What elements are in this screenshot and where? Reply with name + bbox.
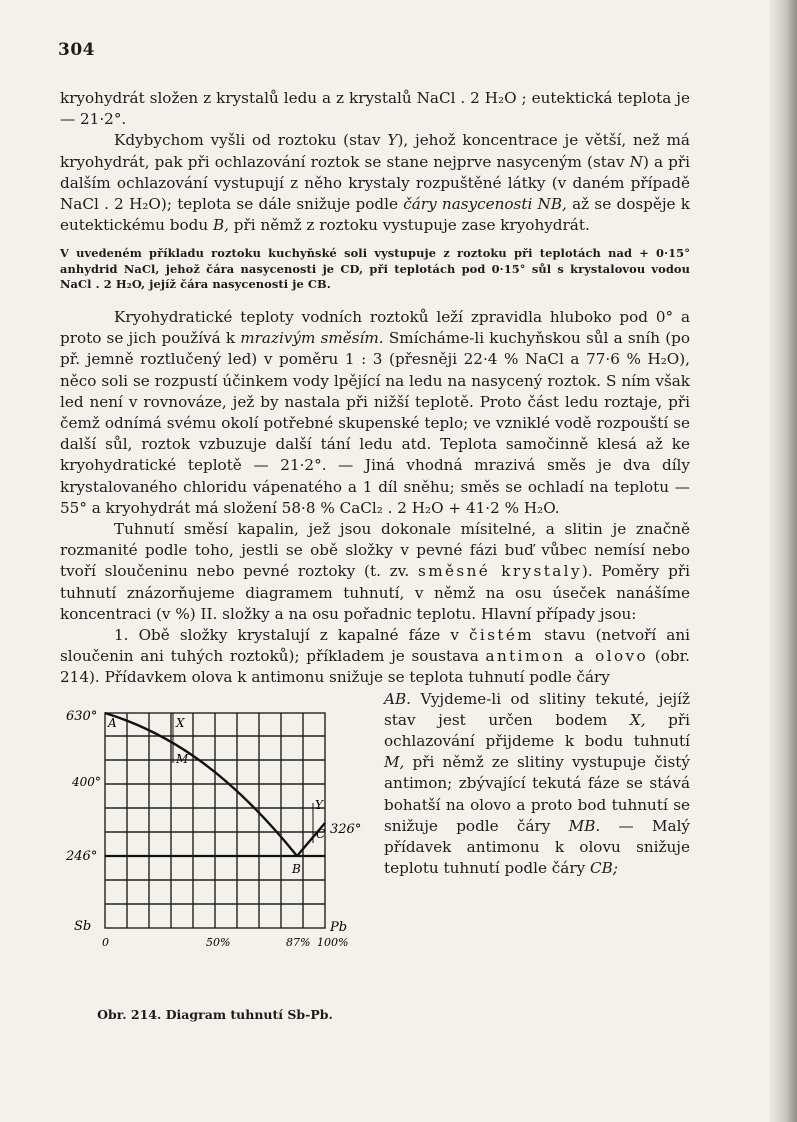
y-label-sb: Sb xyxy=(74,918,92,934)
point-label-m: M xyxy=(176,751,189,766)
point-label-a: A xyxy=(108,715,117,730)
y-label-246: 246° xyxy=(66,848,98,864)
paragraph-1: kryohydrát složen z krystalů ledu a z krystalů NaCl . 2 H₂O ; eutektická teplota je — 21·2°. xyxy=(60,89,690,129)
paragraph-3: Kryohydratické teploty vodních roztoků leží zpravidla hluboko pod 0° a proto se jich používá k mrazivým směsím. Smícháme-li kuchyňskou sůl a sníh (po př. jemně roztlučený led) v poměru 1 : 3 (přesněji 22·4 % NaCl a 77·6 % H₂O), něco soli se rozpustí účinkem vody lpějící na ledu na nasycený roztok. S ním však led není v rovnováze, jež by nastala při nižší teplotě. Proto část ledu roztaje, při čemž odnímá svému okolí potřebné skupenské teplo; ve vzniklé vodě rozpouští se další sůl, roztok vzbuzuje další tání ledu atd. Teplota samočinně klesá až ke kryohydratické teplotě — 21·2°. — Jiná vhodná mrazivá směs je dva díly krystalovaného chloridu vápenatého a 1 díl sněhu; směs se ochladí na teplotu — 55° a kryohydrát má složení 58·8 % CaCl₂ . 2 H₂O + 41·2 % H₂O. xyxy=(60,307,690,517)
page-edge-shadow xyxy=(769,0,797,1122)
y-label-400: 400° xyxy=(72,774,101,789)
page-body xyxy=(60,88,690,1028)
point-label-c: C xyxy=(316,826,326,841)
point-label-b: B xyxy=(292,861,301,876)
paragraph-5-list-item-1: 1. Obě složky krystalují z kapalné fáze v čistém stavu (netvoří ani sloučenin ani tuhých roztoků); příkladem je soustava antimon a olovo (obr. 214). Přídavkem olova k antimonu snižuje se teplota tuhnutí podle čáry xyxy=(60,625,690,687)
y-label-630: 630° xyxy=(66,708,98,724)
x-label-50: 50% xyxy=(206,935,231,949)
page-number: 304 xyxy=(58,40,95,60)
paragraph-4: Tuhnutí směsí kapalin, jež jsou dokonale mísitelné, a slitin je značně rozmanité podle toho, jestli se obě složky v pevné fázi buď vůbec nemísí nebo tvoří sloučeninu nebo pevné roztoky (t. zv. směsné krystaly). Poměry při tuhnutí znázorňujeme diagramem tuhnutí, v němž na osu úseček nanášíme koncentraci (v %) II. složky a na osu pořadnic teplotu. Hlavní případy jsou: xyxy=(60,519,690,623)
point-label-x: X xyxy=(176,715,185,730)
point-label-y: Y xyxy=(315,797,323,812)
right-label-pb: Pb xyxy=(330,919,348,935)
x-label-0: 0 xyxy=(102,935,109,949)
paragraph-2: Kdybychom vyšli od roztoku (stav Y), jehož koncentrace je větší, než má kryohydrát, pak při ochlazování roztok se stane nejprve nasyceným (stav N) a při dalším ochlazování vystupují z něho krystaly rozpuštěné látky (v daném případě NaCl . 2 H₂O); teplota se dále snižuje podle čáry nasycenosti NB, až se dospěje k eutektickému bodu B, při němž z roztoku vystupuje zase kryohydrát. xyxy=(60,131,691,235)
paragraph-5-continued: AB. Vyjdeme-li od slitiny tekuté, jejíž stav jest určen bodem X, při ochlazování přijdeme k bodu tuhnutí M, při němž ze slitiny vystupuje čistý antimon; zbývající tekutá fáze se stává bohatší na olovo a proto bod tuhnutí se snižuje podle čáry MB. — Malý přídavek antimonu k olovu snižuje teplotu tuhnutí podle čáry CB; xyxy=(384,689,691,878)
x-label-87: 87% xyxy=(286,935,311,949)
x-label-100: 100% xyxy=(317,935,349,949)
right-label-326: 326° xyxy=(330,821,362,837)
phase-diagram-sb-pb xyxy=(60,693,370,1003)
figure-214 xyxy=(60,693,370,1028)
footnote-small-print: V uvedeném příkladu roztoku kuchyňské soli vystupuje z roztoku při teplotách nad + 0·15° anhydrid NaCl, jehož čára nasycenosti je CD, při teplotách pod 0·15° sůl s krystalovou vodou NaCl . 2 H₂O, jejíž čára nasycenosti je CB. xyxy=(60,246,690,292)
figure-caption: Obr. 214. Diagram tuhnutí Sb-Pb. xyxy=(97,1007,333,1023)
